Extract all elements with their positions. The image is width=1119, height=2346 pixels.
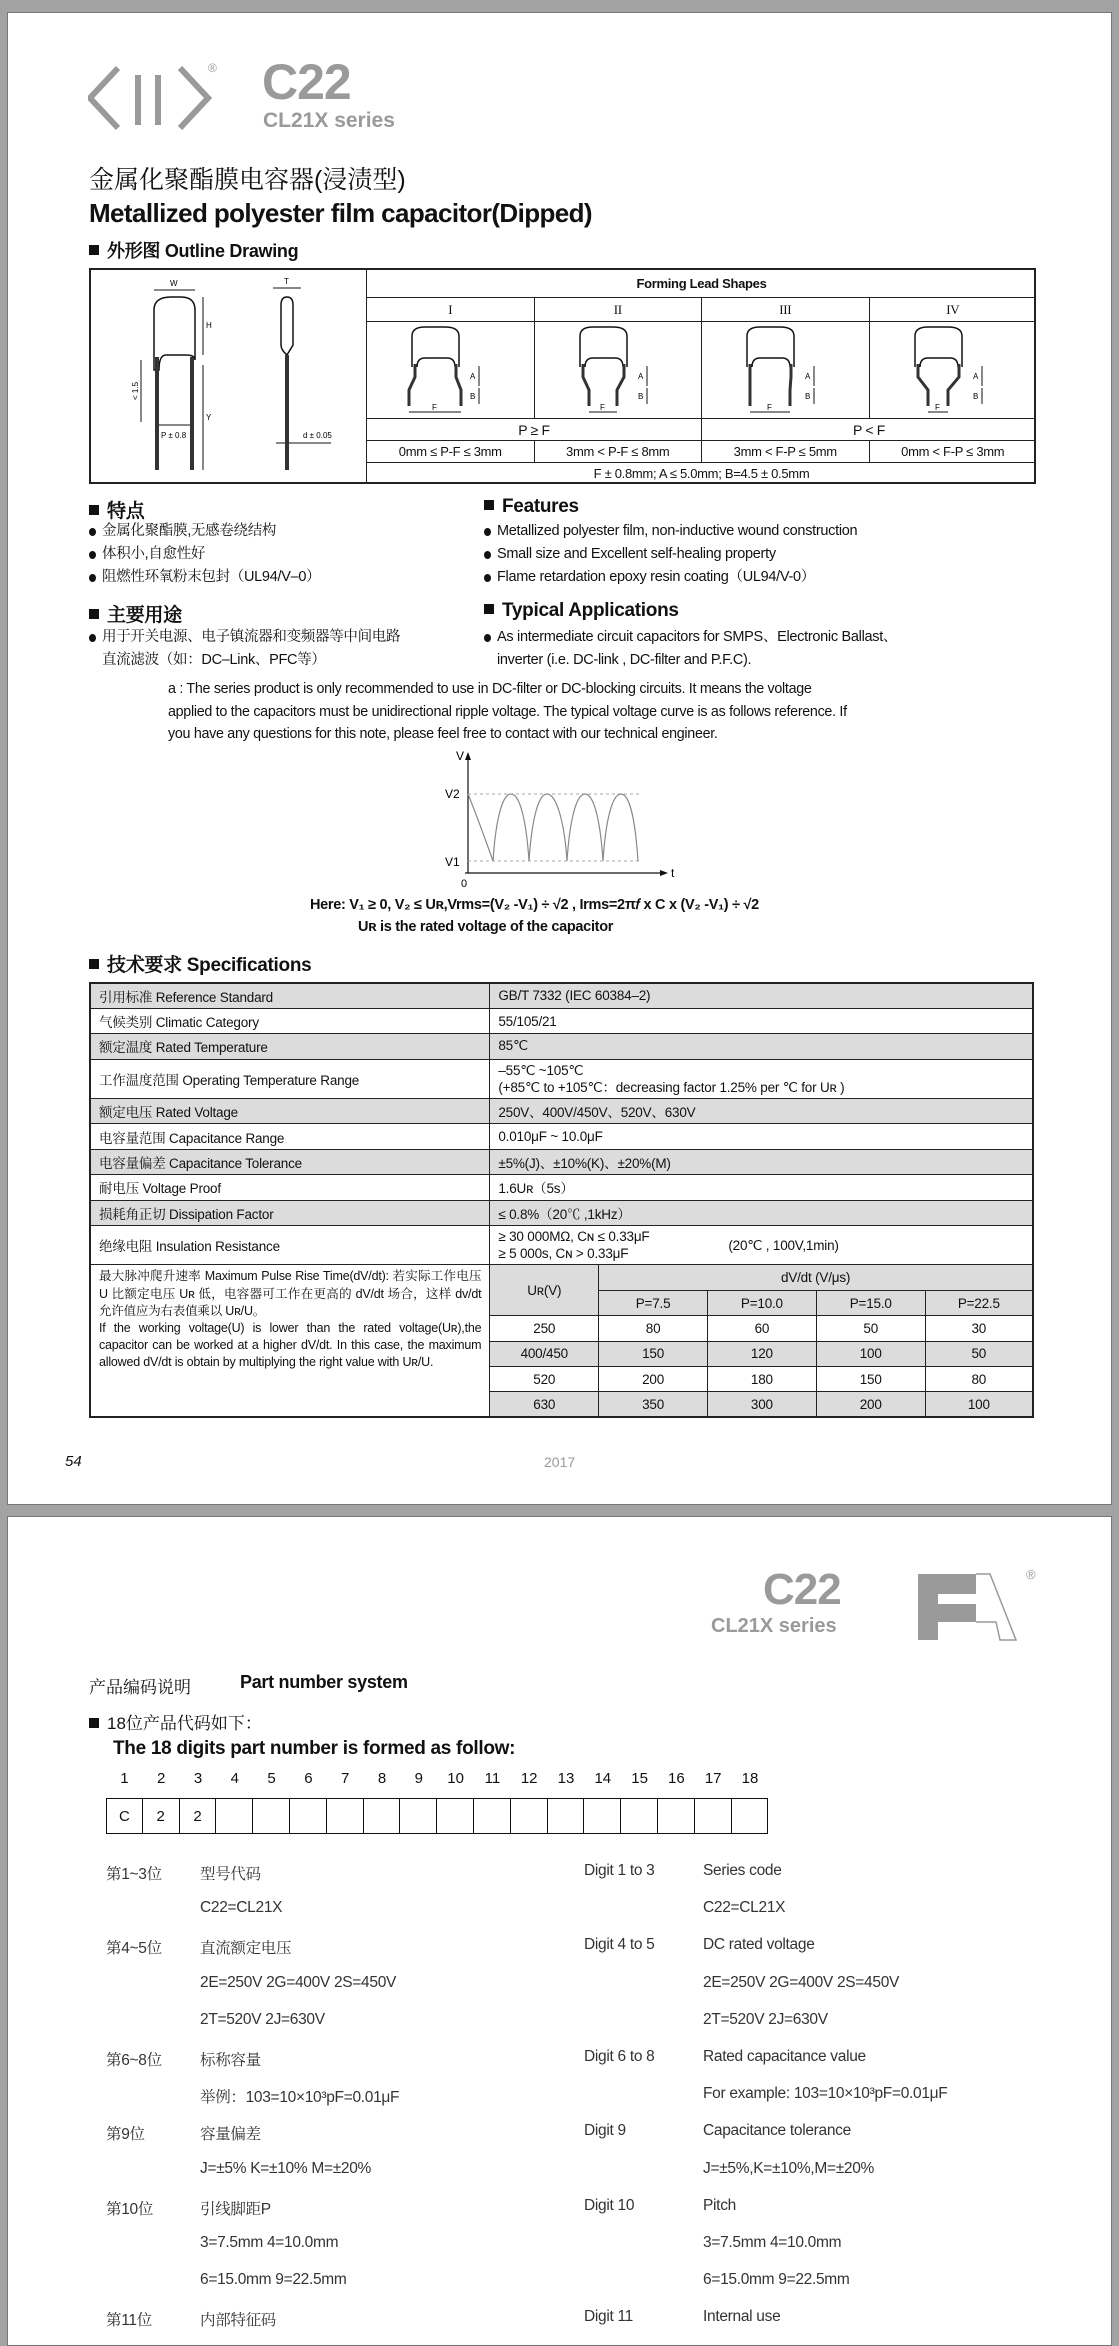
pulse-rise-description [90, 1265, 490, 1417]
spec-value [490, 1225, 1033, 1265]
spec-label: 绝缘电阻 Insulation Resistance [90, 1225, 490, 1265]
v2-label: V2 [445, 787, 460, 801]
forming-footer: F ± 0.8mm; A ≤ 5.0mm; B=4.5 ± 0.5mm [366, 462, 1036, 484]
dim-a-label: A [805, 371, 811, 381]
datasheet-page-55 [7, 1516, 1112, 2346]
part-number-pos-cn: 第4~5位 [106, 1940, 162, 1958]
digit-position-label: 14 [594, 1770, 612, 1787]
digit-box [732, 1798, 769, 1834]
title-chinese: 金属化聚酯膜电容器(浸渍型) [89, 166, 406, 194]
series-name: CL21X series [711, 1615, 837, 1637]
table-row [90, 1098, 1033, 1123]
digit-box [621, 1798, 658, 1834]
lead-range-2: 3mm < P-F ≤ 8mm [534, 440, 702, 462]
forming-shape-label-2: II [534, 297, 702, 321]
dvdt-value: 80 [599, 1316, 708, 1341]
digits-intro-cn: 18位产品代码如下： [89, 1709, 262, 1734]
square-bullet-icon [89, 505, 99, 515]
part-number-pos-en: Digit 1 to 3 [584, 1862, 655, 1879]
usage-note [168, 678, 847, 746]
part-number-cn: 引线脚距P [200, 2200, 271, 2218]
insulation-lines [498, 1228, 728, 1262]
pulse-text-cn: 最大脉冲爬升速率 Maximum Pulse Rise Time(dV/dt): 若实际工作电压 U 比额定电压 Uʀ 低，电容器可工作在更高的 dV/dt 场合，这样 dv/dt 允许值应为右表值乘以 Uʀ/U。 [99, 1269, 482, 1318]
dim-f-label: F [432, 402, 437, 412]
part-number-pos-cn: 第10位 [106, 2200, 154, 2218]
forming-shape-drawing-3 [701, 321, 869, 418]
part-number-pos-cn: 第1~3位 [106, 1866, 162, 1883]
digit-box [253, 1798, 290, 1834]
dvdt-value: 50 [925, 1341, 1033, 1366]
model-code: C22 [262, 54, 351, 110]
dim-b-label: B [805, 391, 811, 401]
digit-box [216, 1798, 253, 1834]
part-number-pos-en: Digit 11 [584, 2308, 634, 2326]
digit-position-label: 10 [447, 1770, 464, 1787]
list-item: Flame retardation epoxy resin coating（UL94/V-0） [484, 566, 857, 589]
digit-box: C [106, 1798, 143, 1834]
part-number-en: Rated capacitance value [703, 2048, 866, 2065]
digit-position-label: 7 [341, 1770, 350, 1787]
ur-value: 250 [490, 1316, 599, 1341]
gd-logo [88, 63, 218, 133]
part-number-en: 2E=250V 2G=400V 2S=450V [703, 1973, 900, 1991]
spec-label: 工作温度范围 Operating Temperature Range [90, 1059, 490, 1098]
v1-label: V1 [445, 855, 460, 869]
formula-note: Uʀ is the rated voltage of the capacitor [358, 919, 614, 935]
digit-box [474, 1798, 511, 1834]
note-line: a : The series product is only recommended to use in DC-filter or DC-blocking circuits. It means the voltage [168, 681, 812, 697]
spec-label: 损耗角正切 Dissipation Factor [90, 1200, 490, 1225]
spec-value: 1.6Uʀ（5s） [490, 1175, 1033, 1200]
dvdt-header: dV/dt (V/μs) [599, 1265, 1033, 1290]
spec-value-line: (+85℃ to +105℃：decreasing factor 1.25% per ℃ for Uʀ ) [498, 1079, 845, 1095]
list-item: inverter (i.e. DC-link , DC-filter and P.F.C). [497, 652, 752, 668]
part-number-cn: 型号代码 [200, 1866, 261, 1883]
dim-a-label: A [637, 371, 643, 381]
dvdt-value: 200 [599, 1366, 708, 1391]
dvdt-value: 150 [816, 1366, 925, 1391]
forming-shape-drawing-4 [869, 321, 1037, 418]
part-number-en: DC rated voltage [703, 1936, 815, 1954]
list-item: 直流滤波（如：DC–Link、PFC等） [102, 652, 326, 668]
digit-box [658, 1798, 695, 1834]
dvdt-value: 120 [707, 1341, 816, 1366]
digit-box [695, 1798, 732, 1834]
list-item: 用于开关电源、电子镇流器和变频器等中间电路 [89, 626, 400, 649]
digit-position-label: 2 [157, 1770, 166, 1787]
digit-box [400, 1798, 437, 1834]
list-item: Small size and Excellent self-healing property [484, 543, 857, 566]
digit-box [584, 1798, 621, 1834]
group-p-lt-f: P < F [701, 418, 1036, 440]
part-number-heading-en: Part number system [240, 1672, 408, 1692]
part-number-en: 3=7.5mm 4=10.0mm [703, 2234, 842, 2251]
list-item: 体积小,自愈性好 [89, 543, 320, 566]
part-number-cn: C22=CL21X [200, 1899, 283, 1917]
part-number-en: 2T=520V 2J=630V [703, 2010, 828, 2028]
ur-header: Uʀ(V) [490, 1265, 599, 1316]
part-number-pos-en: Digit 9 [584, 2122, 626, 2140]
spec-label: 气候类别 Climatic Category [90, 1008, 490, 1033]
dim-y-label: Y [206, 413, 212, 422]
formula-line: Here: V₁ ≥ 0, V₂ ≤ Uʀ,Vrms=(V₂ -V₁) ÷ √2 , Irms=2π𝑓 x C x (V₂ -V₁) ÷ √2 [310, 897, 759, 913]
digit-position-label: 3 [193, 1770, 203, 1787]
series-name: CL21X series [263, 109, 395, 132]
dim-b-label: B [637, 391, 643, 401]
digit-box [290, 1798, 327, 1834]
list-item: 金属化聚酯膜,无感卷绕结构 [89, 520, 320, 543]
part-number-cn: 直流额定电压 [200, 1940, 292, 1958]
features-cn-heading: 特点 [89, 496, 144, 523]
spec-label: 电容量范围 Capacitance Range [90, 1124, 490, 1149]
dvdt-value: 100 [816, 1341, 925, 1366]
ur-value: 630 [490, 1392, 599, 1417]
part-number-cn: 容量偏差 [200, 2126, 261, 2144]
digit-position-label: 17 [704, 1770, 722, 1787]
dim-b-label: B [470, 391, 476, 401]
dim-t-label: T [284, 277, 289, 286]
part-number-pos-cn: 第11位 [106, 2312, 152, 2330]
pulse-text-en: If the working voltage(U) is lower than the rated voltage(Uʀ),the capacitor can be worked at a higher dV/dt. In this case, the maximum allowed dV/dt is obtain by multiplying the right value with Uʀ/U. [99, 1321, 482, 1370]
digit-position-label: 1 [120, 1770, 129, 1787]
digit-box [548, 1798, 585, 1834]
part-number-cn: 6=15.0mm 9=22.5mm [200, 2271, 347, 2289]
dim-f-label: F [767, 402, 772, 412]
square-bullet-icon [89, 609, 99, 619]
dvdt-value: 150 [599, 1341, 708, 1366]
ur-value: 520 [490, 1366, 599, 1391]
spec-value: GB/T 7332 (IEC 60384–2) [490, 983, 1033, 1008]
datasheet-page-54 [7, 12, 1112, 1505]
digit-box: 2 [180, 1798, 217, 1834]
dvdt-value: 100 [925, 1392, 1033, 1417]
specifications-heading: 技术要求 Specifications [89, 950, 311, 977]
digit-position-label: 15 [631, 1770, 648, 1787]
digits-intro-en: The 18 digits part number is formed as follow: [113, 1738, 516, 1759]
table-row [90, 1124, 1033, 1149]
part-number-en: Pitch [703, 2196, 736, 2214]
page-number: 54 [65, 1453, 82, 1470]
specifications-table [89, 982, 1034, 1418]
spec-label: 额定电压 Rated Voltage [90, 1098, 490, 1123]
model-code: C22 [763, 1565, 841, 1614]
pitch-header: P=22.5 [925, 1290, 1033, 1315]
features-en-heading: Features [484, 496, 579, 518]
spec-value: ±5%(J)、±10%(K)、±20%(M) [490, 1149, 1033, 1174]
pitch-header: P=7.5 [599, 1290, 708, 1315]
note-line: you have any questions for this note, please feel free to contact with our technical engineer. [168, 726, 718, 742]
list-item: As intermediate circuit capacitors for SMPS、Electronic Ballast、 [484, 626, 897, 649]
insulation-conditions: (20℃ , 100V,1min) [728, 1237, 839, 1253]
digit-box: 2 [143, 1798, 180, 1834]
part-number-pos-cn: 第6~8位 [106, 2052, 162, 2069]
capacitor-dimension-drawing [91, 270, 366, 482]
table-row [90, 1008, 1033, 1033]
part-number-pos-en: Digit 10 [584, 2196, 635, 2214]
digit-position-label: 13 [557, 1770, 575, 1787]
part-number-en: Internal use [703, 2308, 781, 2326]
part-number-pos-en: Digit 6 to 8 [584, 2048, 655, 2065]
part-number-heading-cn: 产品编码说明 [89, 1678, 191, 1697]
table-row [90, 983, 1033, 1008]
part-number-en: For example: 103=10×10³pF=0.01μF [703, 2085, 948, 2103]
insulation-line: ≥ 30 000MΩ, Cɴ ≤ 0.33μF [498, 1229, 650, 1245]
part-number-en: Capacitance tolerance [703, 2122, 851, 2140]
spec-value [490, 1059, 1033, 1098]
table-row [90, 1149, 1033, 1174]
pitch-header: P=15.0 [816, 1290, 925, 1315]
dim-f-label: F [934, 402, 940, 412]
forming-lead-shape-icon [870, 322, 1037, 419]
x-axis-label: t [671, 866, 675, 880]
dim-h-label: H [206, 321, 212, 330]
y-axis-label: V [456, 749, 465, 763]
forming-shape-drawing-2 [534, 321, 702, 418]
lead-range-1: 0mm ≤ P-F ≤ 3mm [366, 440, 534, 462]
digit-position-label: 4 [230, 1770, 239, 1787]
fa-logo [916, 1572, 1026, 1642]
applications-cn-heading: 主要用途 [89, 600, 182, 627]
table-row [90, 1200, 1033, 1225]
spec-value: 0.010μF ~ 10.0μF [490, 1124, 1033, 1149]
pitch-header: P=10.0 [707, 1290, 816, 1315]
square-bullet-icon [484, 604, 494, 614]
dim-a-label: A [470, 371, 476, 381]
spec-value: 250V、400V/450V、520V、630V [490, 1098, 1033, 1123]
outline-drawing-table [89, 268, 1036, 484]
spec-value-line: –55℃ ~105℃ [498, 1062, 584, 1078]
table-row [90, 1034, 1033, 1059]
digit-box [511, 1798, 548, 1834]
part-number-pos-en: Digit 4 to 5 [584, 1936, 655, 1954]
part-number-cn: 2E=250V 2G=400V 2S=450V [200, 1973, 397, 1991]
part-number-en: 6=15.0mm 9=22.5mm [703, 2271, 850, 2289]
forming-shape-label-3: III [701, 297, 869, 321]
dim-w-label: W [170, 279, 178, 288]
part-number-en: J=±5%,K=±10%,M=±20% [703, 2159, 875, 2177]
table-row [90, 1225, 1033, 1265]
table-row [90, 1059, 1033, 1098]
square-bullet-icon [89, 1718, 99, 1728]
dim-f-label: F [599, 402, 605, 412]
dvdt-value: 80 [925, 1366, 1033, 1391]
list-item: 阻燃性环氧粉末包封（UL94/V–0） [89, 566, 320, 589]
square-bullet-icon [89, 245, 99, 255]
year-label: 2017 [544, 1454, 576, 1470]
square-bullet-icon [484, 500, 494, 510]
part-number-en: Series code [703, 1862, 782, 1879]
part-number-en: C22=CL21X [703, 1899, 786, 1917]
forming-lead-shape-icon [702, 322, 869, 419]
digit-position-label: 11 [484, 1770, 501, 1787]
dvdt-value: 200 [816, 1392, 925, 1417]
dvdt-value: 180 [707, 1366, 816, 1391]
dvdt-value: 300 [707, 1392, 816, 1417]
registered-mark: ® [1026, 1567, 1036, 1582]
part-number-cn: 标称容量 [200, 2052, 261, 2069]
insulation-value [498, 1228, 1024, 1262]
ur-value: 400/450 [490, 1341, 599, 1366]
forming-shape-label-1: I [366, 297, 534, 321]
dim-pitch-label: P ± 0.8 [161, 431, 187, 440]
group-p-ge-f: P ≥ F [366, 418, 701, 440]
digit-position-label: 16 [668, 1770, 685, 1787]
spec-value: 85℃ [490, 1034, 1033, 1059]
ripple-voltage-diagram [441, 746, 691, 896]
digit-box [327, 1798, 364, 1834]
applications-en-heading: Typical Applications [484, 600, 679, 622]
list-item: Metallized polyester film, non-inductive wound construction [484, 520, 857, 543]
part-number-cn: 举例：103=10×10³pF=0.01μF [200, 2089, 400, 2107]
lead-range-3: 3mm < F-P ≤ 5mm [701, 440, 869, 462]
digit-position-label: 6 [304, 1770, 313, 1787]
part-number-pos-cn: 第9位 [106, 2126, 145, 2144]
spec-label: 耐电压 Voltage Proof [90, 1175, 490, 1200]
insulation-line: ≥ 5 000s, Cɴ > 0.33μF [498, 1246, 629, 1262]
applications-en-list [484, 626, 897, 672]
registered-mark: ® [208, 61, 217, 75]
dim-b-label: B [972, 391, 978, 401]
applications-cn-list [89, 626, 400, 672]
table-row [90, 1265, 1033, 1290]
note-line: applied to the capacitors must be unidirectional ripple voltage. The typical voltage curve is as follows reference. If [168, 703, 847, 720]
features-en-list [484, 520, 857, 589]
digit-position-label: 9 [414, 1770, 423, 1787]
square-bullet-icon [89, 959, 99, 969]
digit-box [437, 1798, 474, 1834]
dvdt-value: 350 [599, 1392, 708, 1417]
forming-shape-label-4: IV [869, 297, 1037, 321]
spec-label: 电容量偏差 Capacitance Tolerance [90, 1149, 490, 1174]
part-number-cn: 内部特征码 [200, 2312, 277, 2330]
digit-position-label: 12 [520, 1770, 538, 1787]
features-cn-list [89, 520, 320, 589]
forming-lead-shape-icon [367, 322, 534, 419]
forming-lead-shape-icon [535, 322, 702, 419]
spec-label: 额定温度 Rated Temperature [90, 1034, 490, 1059]
digit-box [364, 1798, 401, 1834]
spec-label: 引用标准 Reference Standard [90, 983, 490, 1008]
digit-position-label: 5 [267, 1770, 276, 1787]
title-english: Metallized polyester film capacitor(Dipped) [89, 198, 592, 228]
spec-value: 55/105/21 [490, 1008, 1033, 1033]
dim-d-label: d ± 0.05 [303, 431, 332, 440]
lead-range-4: 0mm < F-P ≤ 3mm [869, 440, 1037, 462]
table-row [90, 1175, 1033, 1200]
ripple-curve [468, 794, 638, 861]
dvdt-value: 60 [707, 1316, 816, 1341]
outline-heading: 外形图 Outline Drawing [89, 237, 298, 263]
dim-a-label: A [972, 371, 978, 381]
dvdt-value: 30 [925, 1316, 1033, 1341]
dvdt-value: 50 [816, 1316, 925, 1341]
digit-position-label: 18 [741, 1770, 759, 1787]
origin-label: 0 [461, 878, 468, 890]
part-number-cn: J=±5% K=±10% M=±20% [200, 2159, 372, 2177]
part-number-cn: 2T=520V 2J=630V [200, 2010, 325, 2028]
digit-position-label: 8 [377, 1770, 387, 1787]
spec-value: ≤ 0.8%（20℃ ,1kHz） [490, 1200, 1033, 1225]
dim-lead-label: < 1.5 [131, 381, 140, 400]
part-number-cn: 3=7.5mm 4=10.0mm [200, 2234, 339, 2251]
forming-shape-drawing-1 [366, 321, 534, 418]
forming-title: Forming Lead Shapes [366, 270, 1036, 297]
